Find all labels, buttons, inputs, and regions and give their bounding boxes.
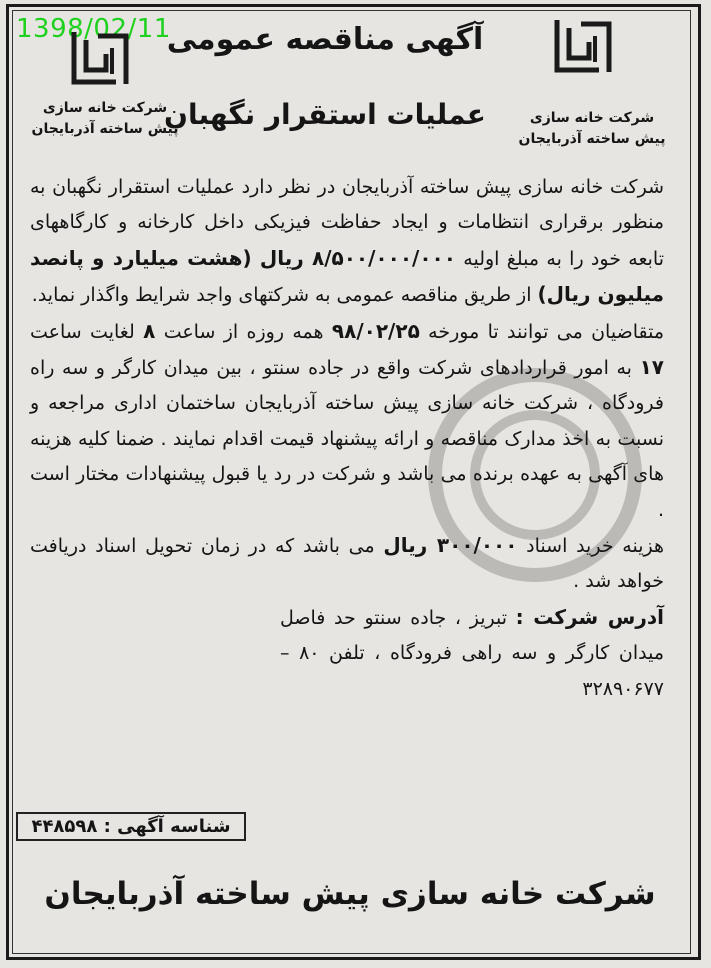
deadline-date: ۹۸/۰۲/۲۵ xyxy=(331,318,420,343)
hour-from: ۸ xyxy=(143,318,156,343)
ad-title: آگهی مناقصه عمومی xyxy=(166,22,484,57)
fee-text: هزینه خرید اسناد xyxy=(526,535,664,558)
ad-id-value: ۴۴۸۵۹۸ xyxy=(31,816,98,837)
paragraph-address xyxy=(30,600,664,707)
company-caption-right xyxy=(517,108,667,150)
paragraph-intro xyxy=(30,170,664,314)
paragraph-fee xyxy=(30,528,664,600)
date-stamp: 1398/02/11 xyxy=(16,14,171,44)
initial-amount: ۸/۵۰۰/۰۰۰/۰۰۰ ریال (هشت میلیارد و پانصد میلیون ریال) xyxy=(30,245,664,307)
caption-line: پیش ساخته آذربایجان xyxy=(31,121,179,137)
footer-company-name: شرکت خانه سازی پیش ساخته آذربایجان xyxy=(44,876,656,912)
ad-body xyxy=(30,170,664,707)
company-logo-icon xyxy=(553,18,613,76)
ad-id-label: شناسه آگهی : xyxy=(103,816,231,837)
fee-text-end: می باشد که در زمان تحویل اسناد دریافت خواهد شد . xyxy=(30,535,664,593)
applicants-text: همه روزه از ساعت xyxy=(163,320,324,343)
applicants-text: لغایت ساعت xyxy=(30,320,135,343)
ad-id-box xyxy=(16,812,246,841)
caption-line: پیش ساخته آذربایجان xyxy=(518,131,666,147)
company-logo-icon xyxy=(70,30,130,88)
ad-subtitle: عملیات استقرار نگهبان xyxy=(164,98,486,131)
applicants-text: متقاضیان می توانند تا مورخه xyxy=(428,320,665,343)
intro-text-end: از طریق مناقصه عمومی به شرکتهای واجد شرایط واگذار نماید. xyxy=(31,284,532,307)
hour-to: ۱۷ xyxy=(639,355,664,380)
applicants-text-end: به امور قراردادهای شرکت واقع در جاده سنتو ، بین میدان کارگر و سه راه فرودگاه ، شرکت خانه سازی پیش ساخته آذربایجان ساختمان اداری مراجعه و نسبت به اخذ مدارک مناقصه و ارائه پیشنهاد قیمت اقدام نمایند . ضمنا کلیه هزینه های آگهی به عهده برنده می باشد و شرکت در رد یا قبول پیشنهادات مختار است . xyxy=(30,357,664,521)
address-label: آدرس شرکت : xyxy=(515,604,664,629)
caption-line: شرکت خانه سازی xyxy=(529,110,655,126)
address-text: تبریز ، جاده سنتو حد فاصل میدان کارگر و سه راهی فرودگاه ، تلفن ۸۰ – ۳۲۸۹۰۶۷۷ xyxy=(280,606,664,700)
document-fee: ۳۰۰/۰۰۰ ریال xyxy=(383,533,518,558)
caption-line: شرکت خانه سازی xyxy=(42,100,168,116)
intro-text: شرکت خانه سازی پیش ساخته آذربایجان در نظر دارد عملیات استقرار نگهبان به منظور برقراری انتظامات و ایجاد حفاظت فیزیکی داخل کارخانه و کارگاههای تابعه خود را به مبلغ اولیه xyxy=(30,176,664,270)
paragraph-applicants xyxy=(30,314,664,528)
